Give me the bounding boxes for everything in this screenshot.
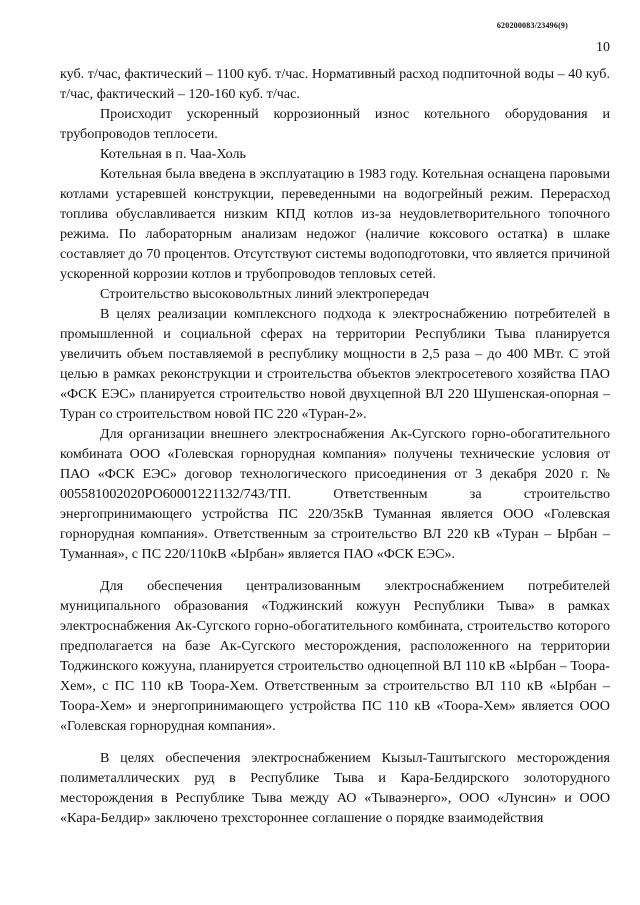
- document-body: [60, 64, 610, 828]
- section-heading-power-lines: Строительство высоковольтных линий электропередач: [100, 286, 430, 302]
- document-id: 620200083/23496(9): [496, 21, 568, 30]
- paragraph-kyzyl-tashtyg: В целях обеспечения электроснабжением Кызыл-Таштыгского месторождения полиметаллических руд в Республике Тыва и Кара-Белдирского золоторудного месторождения в Республике Тыва между АО «Тываэнерго», ООО «Лунсин» и ООО «Кара-Белдир» заключено трехстороннее соглашение о порядке взаимодействия: [60, 750, 610, 826]
- paragraph-power-supply: В целях реализации комплексного подхода к электроснабжению потребителей в промышленной и социальной сферах на территории Республики Тыва планируется увеличить объем поставляемой в республику мощности в 2,5 раза – до 400 МВт. С этой целью в рамках реконструкции и строительства объектов электросетевого хозяйства ПАО «ФСК ЕЭС» планируется строительство новой двухцепной ВЛ 220 Шушенская-опорная – Туран со строительством новой ПС 220 «Туран-2».: [60, 306, 610, 422]
- paragraph-continuation: куб. т/час, фактический – 1100 куб. т/час. Нормативный расход подпиточной воды – 40 куб. т/час, фактический – 120-160 куб. т/час.: [60, 66, 610, 102]
- paragraph-corrosion: Происходит ускоренный коррозионный износ котельного оборудования и трубопроводов теплосети.: [60, 106, 610, 142]
- section-heading-boiler: Котельная в п. Чаа-Холь: [100, 146, 246, 162]
- paragraph-boiler: Котельная была введена в эксплуатацию в 1983 году. Котельная оснащена паровыми котлами устаревшей конструкции, переведенными на водогрейный режим. Перерасход топлива обуславливается низким КПД котлов из-за неудовлетворительного топочного режима. По лабораторным анализам недожог (наличие коксового остатка) в шлаке составляет до 70 процентов. Отсутствуют системы водоподготовки, что является причиной ускоренной коррозии котлов и трубопроводов тепловых сетей.: [60, 166, 610, 282]
- paragraph-todzha: Для обеспечения централизованным электроснабжением потребителей муниципального образования «Тоджинский кожуун Республики Тыва» в рамках электроснабжения Ак-Сугского горно-обогатительного комбината, строительство которого предполагается на базе Ак-Сугского месторождения, расположенного на территории Тоджинского кожууна, планируется строительство одноцепной ВЛ 110 кВ «Ырбан – Тоора-Хем», с ПС 110 кВ Тоора-Хем. Ответственным за строительство ВЛ 110 кВ «Ырбан – Тоора-Хем» и энергопринимающего устройства ПС 110 кВ «Тоора-Хем» является ООО «Голевская горнорудная компания».: [60, 578, 610, 734]
- page-number: 10: [596, 40, 610, 55]
- paragraph-ak-sug: Для организации внешнего электроснабжения Ак-Сугского горно-обогатительного комбината ООО «Голевская горнорудная компания» получены технические условия от ПАО «ФСК ЕЭС» договор технологического присоединения от 3 декабря 2020 г. № 005581002020РО60001221132/743/ТП. Ответственным за строительство энергопринимающего устройства ПС 220/35кВ Туманная является ООО «Голевская горнорудная компания». Ответственным за строительство ВЛ 220 кВ «Туран – Ырбан – Туманная», с ПС 220/110кВ «Ырбан» является ПАО «ФСК ЕЭС».: [60, 426, 610, 562]
